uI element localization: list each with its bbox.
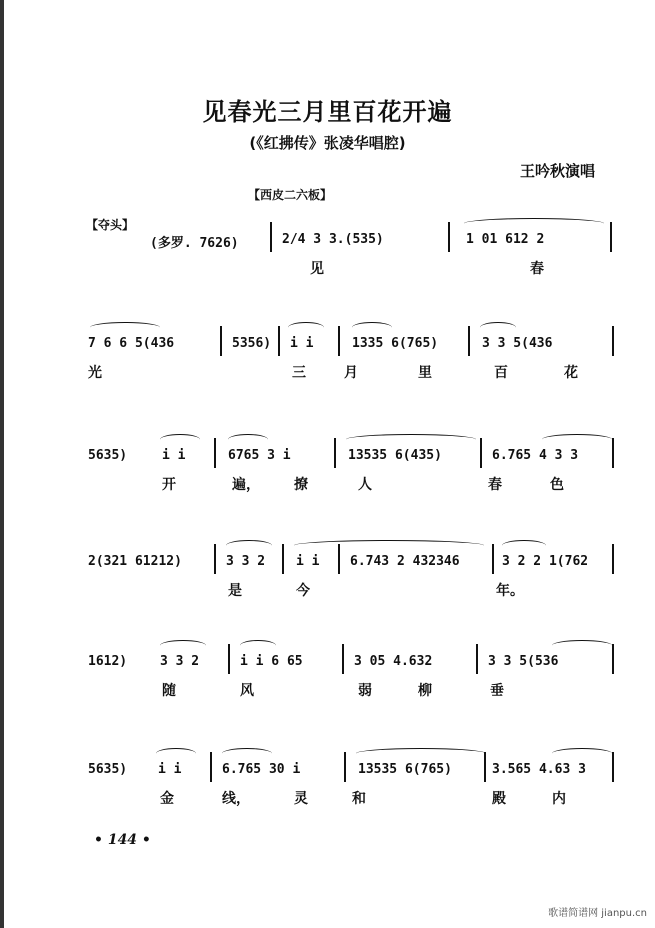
lyric: 百 bbox=[494, 365, 508, 381]
bar-line bbox=[228, 644, 230, 674]
slur bbox=[288, 322, 324, 333]
lyric: 今 bbox=[296, 583, 310, 599]
bar-line bbox=[476, 644, 478, 674]
measure: 6.765 30 i bbox=[222, 762, 301, 777]
performer: 王吟秋演唱 bbox=[519, 162, 595, 180]
slur bbox=[346, 434, 476, 445]
slur bbox=[552, 748, 612, 759]
bar-line bbox=[612, 326, 614, 356]
measure: 5635) bbox=[88, 448, 128, 463]
notation-line bbox=[88, 434, 616, 470]
measure: 3 3 2 bbox=[160, 654, 200, 669]
song-title: 见春光三月里百花开遍 bbox=[202, 98, 453, 126]
bar-line bbox=[282, 544, 284, 574]
bar-line bbox=[480, 438, 482, 468]
measure: 6.765 4 3 3 bbox=[492, 448, 579, 463]
slur bbox=[160, 640, 206, 651]
bar-line bbox=[492, 544, 494, 574]
lyric: 弱 bbox=[358, 683, 372, 699]
lyric: 三 bbox=[292, 365, 306, 381]
slur bbox=[222, 748, 272, 759]
measure: i i bbox=[162, 448, 186, 463]
slur bbox=[542, 434, 612, 445]
measure: i i bbox=[158, 762, 182, 777]
lyric: 见 bbox=[310, 261, 324, 277]
bar-line bbox=[214, 544, 216, 574]
page-number: • 144 • bbox=[94, 832, 151, 848]
intro-label: 【夺头】 bbox=[86, 218, 135, 232]
bar-line bbox=[342, 644, 344, 674]
measure: 1612) bbox=[88, 654, 128, 669]
bar-line bbox=[270, 222, 272, 252]
score-row-6 bbox=[88, 748, 616, 808]
bar-line bbox=[210, 752, 212, 782]
score-row-5 bbox=[88, 640, 616, 700]
measure: 13535 6(765) bbox=[358, 762, 452, 777]
measure: 3 3 2 bbox=[226, 554, 266, 569]
lyric: 风 bbox=[240, 683, 254, 699]
lyric: 殿 bbox=[492, 791, 506, 807]
bar-line bbox=[612, 752, 614, 782]
lyric: 撩 bbox=[294, 477, 308, 493]
score-row-3 bbox=[88, 434, 616, 494]
bar-line bbox=[610, 222, 612, 252]
lyric: 和 bbox=[352, 791, 366, 807]
notation-line bbox=[88, 640, 616, 676]
slur bbox=[352, 322, 392, 333]
measure: i i bbox=[296, 554, 320, 569]
bar-line bbox=[484, 752, 486, 782]
notation-line bbox=[88, 322, 616, 358]
slur bbox=[240, 640, 276, 651]
measure: 6765 3 i bbox=[228, 448, 291, 463]
slur bbox=[502, 540, 546, 551]
measure: 1335 6(765) bbox=[352, 336, 439, 351]
slur bbox=[356, 748, 486, 759]
measure: i i bbox=[290, 336, 314, 351]
bar-line bbox=[612, 544, 614, 574]
lyric: 是 bbox=[228, 583, 242, 599]
bar-line bbox=[448, 222, 450, 252]
notation-line bbox=[88, 540, 616, 576]
lyric: 遍， bbox=[232, 477, 260, 493]
lyric: 春 bbox=[530, 261, 544, 277]
lyric: 金 bbox=[160, 791, 174, 807]
measure: 2(321 61212) bbox=[88, 554, 182, 569]
bar-line bbox=[468, 326, 470, 356]
measure: 3 05 4.632 bbox=[354, 654, 433, 669]
slur bbox=[228, 434, 268, 445]
bar-line bbox=[278, 326, 280, 356]
lyric: 随 bbox=[162, 683, 176, 699]
measure: 5635) bbox=[88, 762, 128, 777]
lyric: 色 bbox=[550, 477, 564, 493]
measure: i i 6 65 bbox=[240, 654, 303, 669]
slur bbox=[480, 322, 516, 333]
measure: (多罗. 7626) bbox=[150, 236, 239, 251]
bar-line bbox=[338, 544, 340, 574]
section-label: 【西皮二六板】 bbox=[248, 188, 333, 202]
score-row-4 bbox=[88, 540, 616, 600]
lyric: 柳 bbox=[418, 683, 432, 699]
score-row-1 bbox=[150, 218, 616, 278]
lyric: 里 bbox=[418, 365, 432, 381]
lyric: 月 bbox=[344, 365, 358, 381]
bar-line bbox=[612, 438, 614, 468]
measure: 1 01 612 2 bbox=[466, 232, 545, 247]
bar-line bbox=[338, 326, 340, 356]
measure: 3 2 2 1(762 bbox=[502, 554, 589, 569]
notation-line bbox=[88, 748, 616, 784]
song-subtitle: (《红拂传》张凌华唱腔) bbox=[249, 134, 406, 152]
lyric: 开 bbox=[162, 477, 176, 493]
lyric: 光 bbox=[88, 365, 102, 381]
lyric: 灵 bbox=[294, 791, 308, 807]
bar-line bbox=[344, 752, 346, 782]
measure: 6.743 2 432346 bbox=[350, 554, 460, 569]
measure: 2/4 3 3.(535) bbox=[282, 232, 384, 247]
bar-line bbox=[334, 438, 336, 468]
slur bbox=[552, 640, 612, 651]
slur bbox=[156, 748, 196, 759]
slur bbox=[294, 540, 484, 551]
measure: 3 3 5(536 bbox=[488, 654, 559, 669]
slur bbox=[90, 322, 160, 333]
score-row-2 bbox=[88, 322, 616, 382]
lyric: 线， bbox=[222, 791, 250, 807]
lyric: 垂 bbox=[490, 683, 504, 699]
measure: 3.565 4.63 3 bbox=[492, 762, 586, 777]
slur bbox=[226, 540, 272, 551]
measure: 5356) bbox=[232, 336, 272, 351]
lyric: 花 bbox=[564, 365, 578, 381]
slur bbox=[464, 218, 604, 229]
measure: 7 6 6 5(436 bbox=[88, 336, 175, 351]
lyric: 内 bbox=[552, 791, 566, 807]
notation-line bbox=[150, 218, 616, 254]
lyric: 年。 bbox=[496, 583, 524, 599]
lyric: 人 bbox=[358, 477, 372, 493]
watermark: 歌谱简谱网 jianpu.cn bbox=[548, 908, 647, 919]
bar-line bbox=[214, 438, 216, 468]
slur bbox=[160, 434, 200, 445]
lyric: 春 bbox=[488, 477, 502, 493]
bar-line bbox=[612, 644, 614, 674]
measure: 3 3 5(436 bbox=[482, 336, 553, 351]
measure: 13535 6(435) bbox=[348, 448, 442, 463]
bar-line bbox=[220, 326, 222, 356]
